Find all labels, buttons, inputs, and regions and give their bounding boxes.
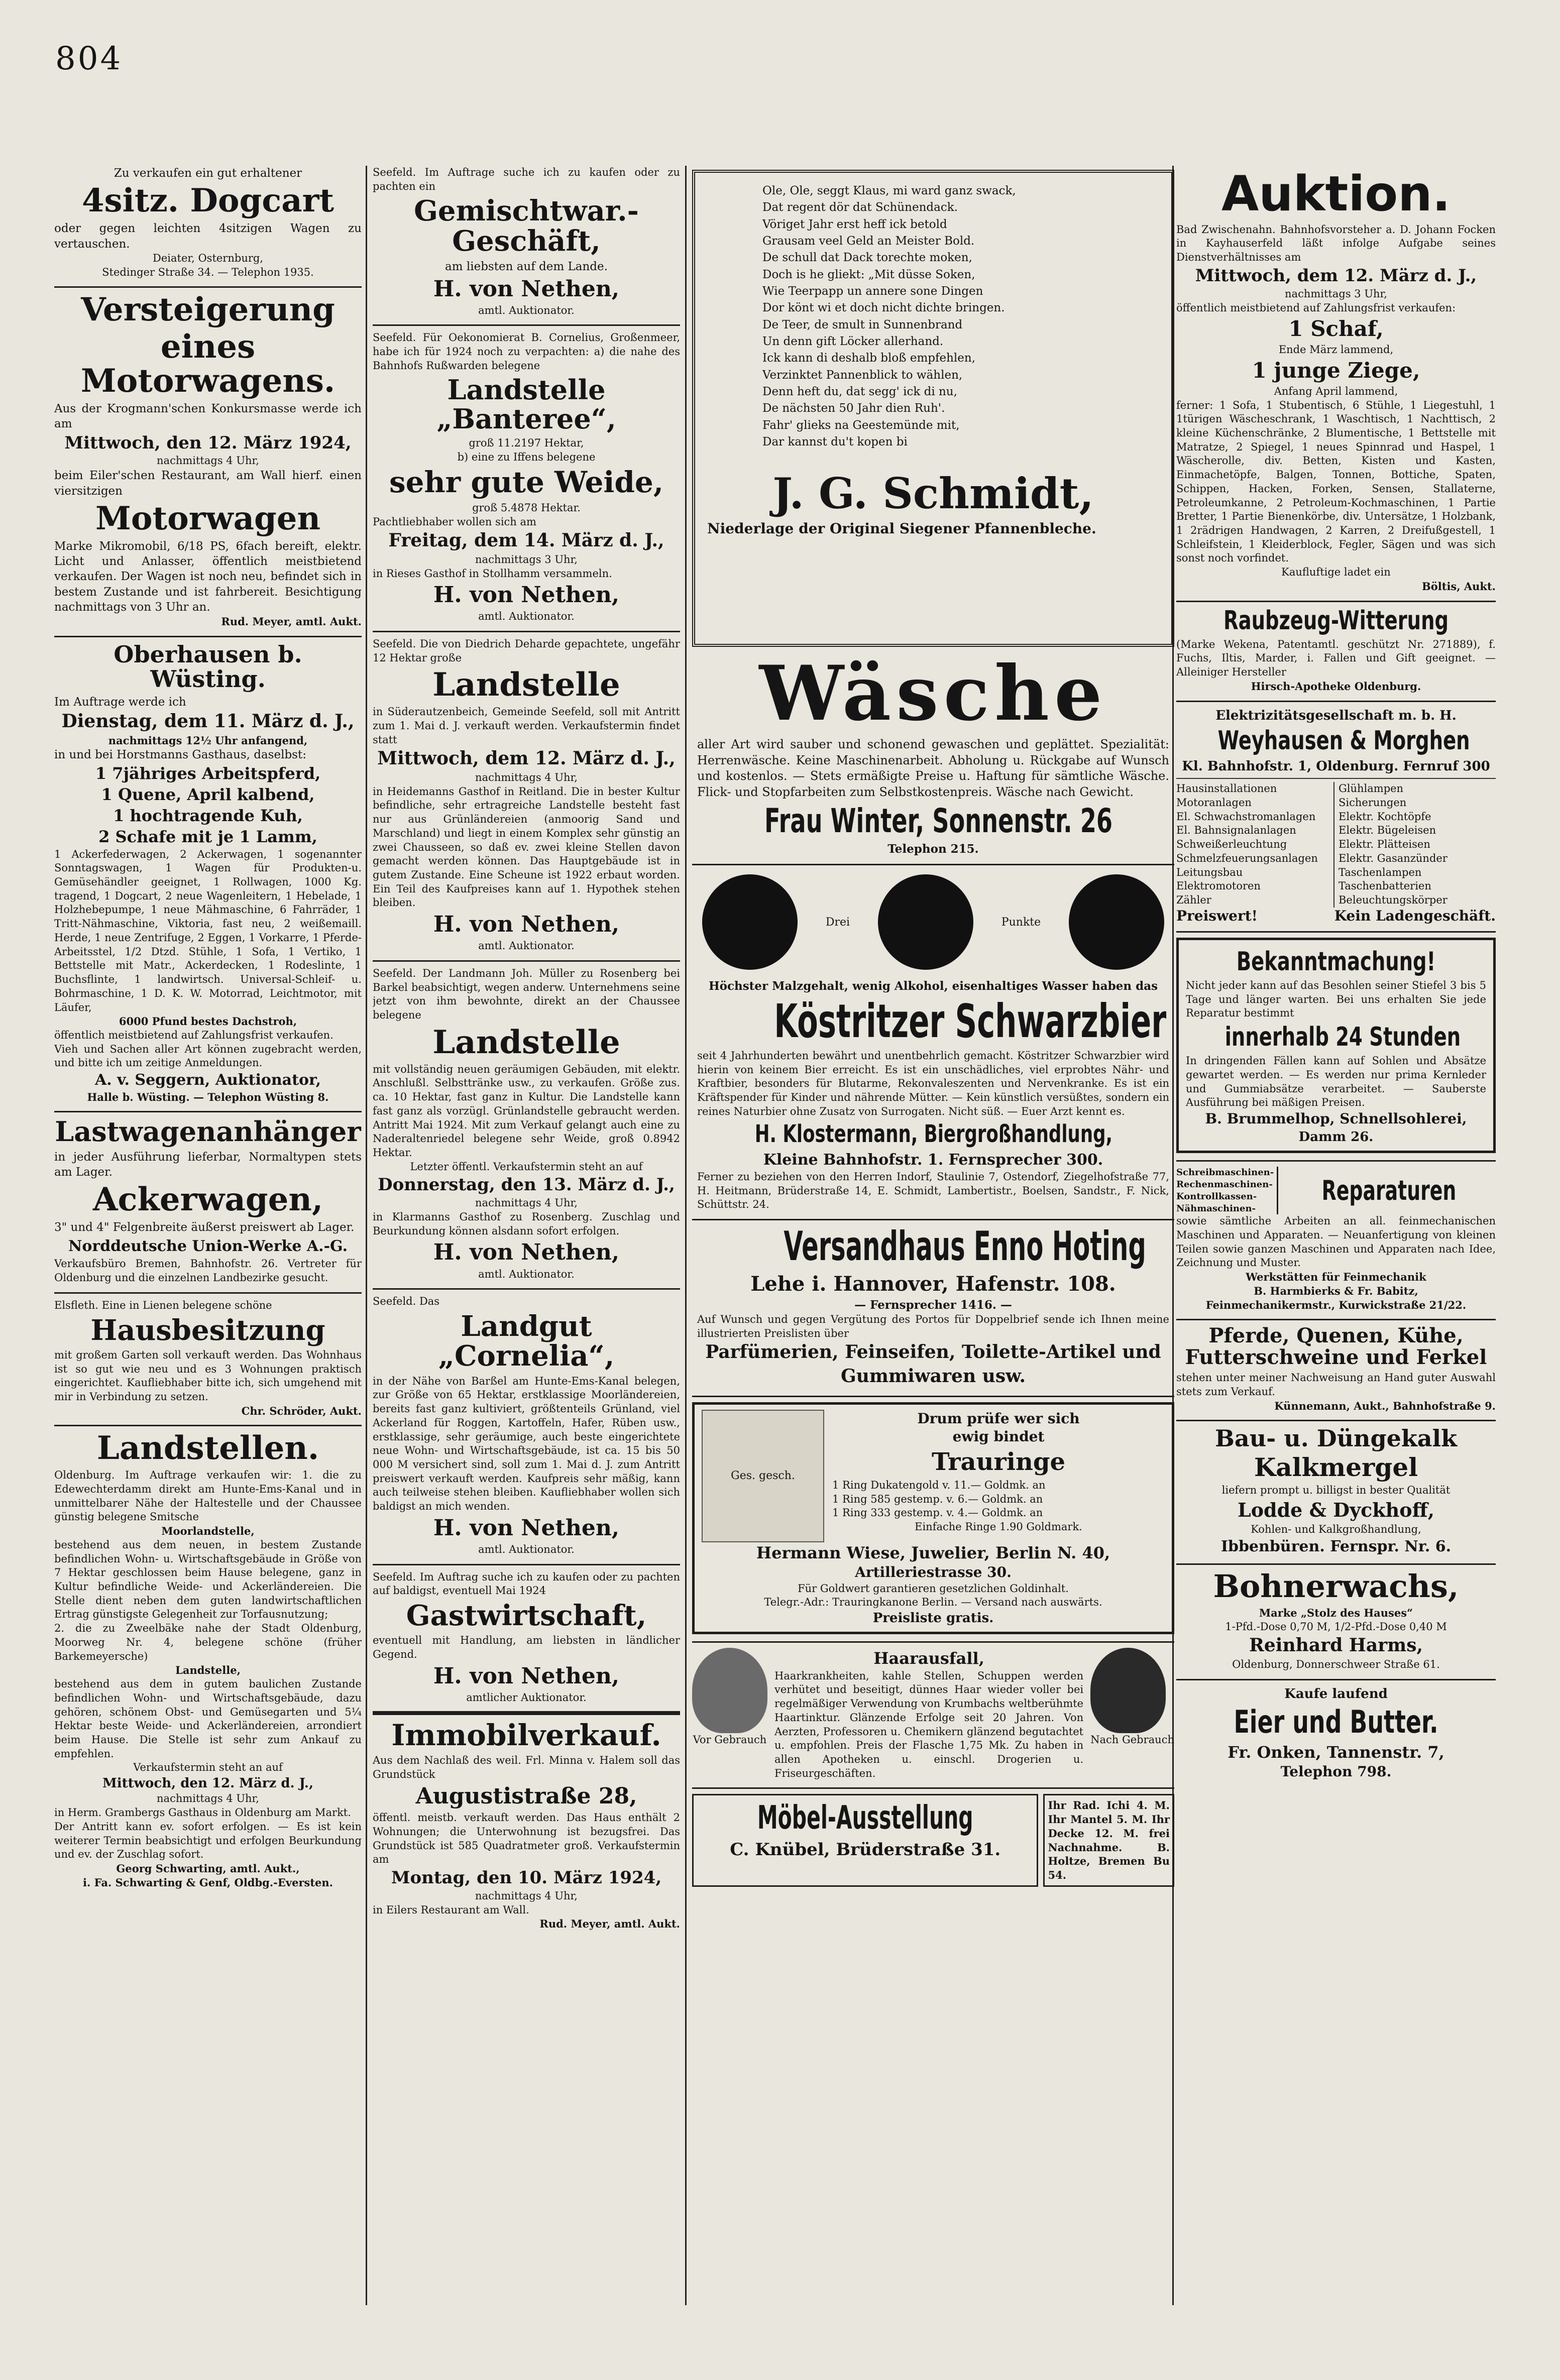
ad-title-text: Reparaturen [1321,1175,1457,1207]
poem-line: Fahr' glieks na Geestemünde mit, [762,418,960,432]
ad-text: Auf Wunsch und gegen Vergütung des Portos für Doppelbrief sende ich Ihnen meine illustrierten Preislisten über [697,1313,1169,1339]
ad-title: Kalkmergel [1254,1452,1418,1483]
dot-icon [1069,874,1164,970]
ad-name: B. Harmbierks & Fr. Babitz, [1254,1284,1418,1297]
ad-date: Dienstag, dem 11. März d. J., [61,711,355,732]
ad-title: Immobilverkauf. [391,1718,661,1752]
ad-signature: i. Fa. Schwarting & Genf, Oldbg.-Eversten. [83,1876,333,1889]
ad-signature: Chr. Schröder, Aukt. [241,1404,362,1417]
three-dots [702,874,1164,970]
ad-eier-butter [1176,1685,1496,1781]
ad-text: Seefeld. Die von Diedrich Deharde gepachtete, ungefähr 12 Hektar große [373,638,680,664]
ad-address: Lehe i. Hannover, Hafenstr. 108. [750,1272,1116,1296]
ad-landstelle-1 [373,637,680,953]
ad-text: Kohlen- und Kalkgroßhandlung, [1251,1523,1421,1535]
ad-subtitle: Niederlage der Original Siegener Pfannenbleche. [707,520,1096,537]
poem-line: Ole, Ole, seggt Klaus, mi ward ganz swack, [762,184,1016,197]
poem-line: Dar kannst du't kopen bi [762,435,908,449]
ad-text: Zu verkaufen ein gut erhaltener [114,167,302,180]
ad-address: Artilleriestrasse 30. [855,1563,1012,1580]
ad-title: J. G. Schmidt, [772,468,1094,518]
ad-signature: H. von Nethen, [433,582,620,608]
column-rule [685,166,687,2305]
ad-title [692,801,1174,840]
ad-text: 3" und 4" Felgenbreite äußerst preiswert ab Lager. [54,1221,355,1234]
ad-dogcart [54,166,362,279]
ad-title: Gastwirtschaft, [406,1599,647,1633]
ad-title: Auktion. [1221,166,1451,222]
ad-title [1176,727,1496,755]
ad-text: Schreibmaschinen-Rechenmaschinen-Kontrollkassen-Nähmaschinen- [1176,1167,1278,1214]
ad-auktion [1176,166,1496,594]
ad-signature: Halle b. Wüsting. — Telephon Wüsting 8. [87,1090,329,1103]
ad-hausbesitzung [54,1299,362,1418]
ad-name: B. Brummelhop, Schnellsohlerei, [1205,1110,1467,1127]
ad-signature: Georg Schwarting, amtl. Aukt., [116,1862,300,1875]
ad-title: Hausbesitzung [90,1313,325,1347]
list-item: El. Bahnsignalanlagen [1176,824,1296,837]
ad-address: Stedinger Straße 34. — Telephon 1935. [102,266,314,278]
ad-price-line: 1 Ring 333 gestemp. v. 4.— Goldmk. an [832,1507,1043,1519]
list-item: Schmelzfeuerungsanlagen [1176,852,1318,864]
ad-text: bestehend aus dem in gutem baulichen Zustande befindlichen Wohn- und Wirtschaftsgebäude, dazu gehören, schönem Obst- und Gemüsegarten und 5¼ Hektar beste Weide- und Ackerländereien, arrondiert beim Hause. Die Stelle ist sehr zum Ankauf zu empfehlen. [54,1678,362,1760]
ad-text: Pachtliebhaber wollen sich am [373,515,536,528]
ad-subtitle: Moorlandstelle, [161,1525,255,1538]
ad-banteree [373,331,680,624]
ad-text: 6000 Pfund bestes Dachstroh, [119,1015,297,1028]
ad-title: Gemischtwar.-Geschäft, [414,194,639,258]
list-item: Elektr. Plätteisen [1339,838,1430,851]
ad-signature: H. von Nethen, [433,1515,620,1541]
ad-text: in Klarmanns Gasthof zu Rosenberg. Zuschlag und Beurkundung können alsdann sofort erfolgen. [373,1211,680,1237]
ad-text: Seefeld. Im Auftrage suche ich zu kaufen oder zu pachten ein [373,166,680,192]
ad-text: Marke Mikromobil, 6/18 PS, 6fach bereift, elektr. Licht und Anlasser, öffentlich meistbietend verkaufen. Der Wagen ist noch neu, befindet sich in bestem Zustande und ist fahrbereit. Besichtigung nachmittags von 3 Uhr an. [54,539,362,614]
ad-text: Preisliste gratis. [872,1611,994,1626]
ad-text: Kaufluftige ladet ein [1281,566,1391,579]
column-3 [692,166,1174,2300]
column-2 [373,166,680,2300]
ad-item: 1 Quene, April kalbend, [101,784,315,804]
ad-text: in Heidemanns Gasthof in Reitland. Die in bester Kultur befindliche, sehr ertragreiche Landstelle besteht fast nur aus Grünländereien (anmoorig Sand und Marschland) und liegt in einem Komplex sehr günstig an zwei Chausseen, so daß ev. zwei kleine Stellen davon gemacht werden können. Das Hauptgebäude ist in gutem Zustande. Eine Scheune ist 1922 erbaut worden. Ein Teil des Kaufpreises kann auf 1. Hypothek stehen bleiben. [373,785,680,909]
list-item: El. Schwachstromanlagen [1176,810,1316,823]
ad-address: Fr. Onken, Tannenstr. 7, [1228,1742,1444,1762]
poem-line: Ick kann di deshalb bloß empfehlen, [762,352,976,365]
ad-title: Landstelle [432,666,620,704]
ad-title: Lastwagenanhänger [55,1115,361,1148]
ad-text: Bad Zwischenahn. Bahnhofsvorsteher a. D. Johann Focken in Kayhauserfeld läßt infolge Aufgabe seines Dienstverhältnisses am [1176,223,1496,264]
poem-line: De schull dat Dack torechte moken, [762,251,972,265]
ad-date: Montag, den 10. März 1924, [391,1868,662,1888]
ad-title [1186,948,1486,976]
ad-text: mit großem Garten soll verkauft werden. Das Wohnhaus ist so gut wie neu und es 3 Wohnungen praktisch eingerichtet. Kaufliebhaber bitte ich, sich umgehend mit mir in Verbindung zu setzen. [54,1348,362,1403]
ad-title [1186,1024,1486,1051]
ad-text: Nicht jeder kann auf das Besohlen seiner Stiefel 3 bis 5 Tage und länger warten. Bei uns erhalten Sie jede Reparatur bestimmt [1186,979,1486,1019]
ad-text: Anfang April lammend, [1274,385,1398,397]
ad-title [692,1121,1174,1147]
ad-text: seit 4 Jahrhunderten bewährt und unentbehrlich gemacht. Köstritzer Schwarzbier wird hierin von keinem Bier erreicht. Es ist ein unschädliches, viel erprobtes Nähr- und Kraftbier, besonders für Blutarme, Rekonvaleszenten und Nervenkranke. Es ist ein Kräftspender für Kinder und nährende Mütter. — Kein künstlich versüßtes, sondern ein reines Naturbier ohne Zusatz von Surrogaten. Nicht süß. — Euer Arzt kennt es. [697,1049,1169,1117]
poem-line: Dat regent dör dat Schünendack. [762,201,958,214]
ad-title: Oberhausen b. Wüsting. [114,641,302,693]
ad-oberhausen [54,642,362,1104]
ad-title-text: Bekanntmachung! [1236,946,1436,977]
ad-date: Mittwoch, den 12. März d. J., [102,1776,313,1791]
list-item: Hausinstallationen [1176,782,1277,795]
list-item: Schweißerleuchtung [1176,838,1287,851]
list-item: Elektr. Kochtöpfe [1339,810,1431,823]
ring-cannon-illustration [702,1410,824,1542]
ad-title-text: Versandhaus Enno Hoting [784,1223,1146,1270]
ad-title: Ackerwagen, [92,1181,323,1219]
ad-text: in der Nähe von Barßel am Hunte-Ems-Kanal belegen, zur Größe von 65 Hektar, erstklassige Moorländereien, bereits fast ganz kultiviert, größtenteils Grünland, viel Ackerland für Roggen, Kartoffeln, Hafer, Rüben usw., erstklassige, sehr geräumige, auch beste eingerichtete neue Wohn- und Wirtschaftsgebäude, ist ca. 15 bis 50 000 M versichert sind, soll zum 1. Mai d. J. zum Antritt preiswert verkauft werden. Kaufpreis sehr mäßig, kann auch teilweise stehen bleiben. Kaufliebhaber wollen sich baldigst an mich wenden. [373,1375,680,1513]
ad-address: Kl. Bahnhofstr. 1, Oldenburg. Fernruf 300 [1182,759,1490,774]
ad-title: Augustistraße 28, [415,1783,637,1809]
ad-title [1282,1176,1496,1205]
ad-text: in Herm. Grambergs Gasthaus in Oldenburg am Markt. [54,1806,351,1819]
ad-koestritzer [692,874,1174,1212]
ad-title: eines Motorwagens. [80,328,336,400]
ad-waesche [692,649,1174,857]
ad-item: 1 Schaf, [1288,316,1384,342]
ad-text: Seefeld. Für Oekonomierat B. Cornelius, Großenmeer, habe ich für 1924 noch zu verpachten: a) die nahe des Bahnhofs Rußwarden belegene [373,331,680,372]
ad-text: Im Auftrage werde ich [54,695,186,709]
face-before-illustration [692,1648,767,1733]
ad-text: stehen unter meiner Nachweisung an Hand guter Auswahl stets zum Verkauf. [1176,1372,1496,1398]
ad-text: sowie sämtliche Arbeiten an all. feinmechanischen Maschinen und Apparaten. — Neuanfertigung von kleinen Teilen sowie ganzen Maschinen und Apparaten nach Idee, Zeichnung und Muster. [1176,1215,1496,1269]
ad-caption: Nach Gebrauch [1090,1734,1174,1746]
ad-name: Lodde & Dyckhoff, [1237,1498,1435,1521]
ad-item: 1 junge Ziege, [1252,358,1420,383]
ad-trauringe [692,1402,1174,1635]
ad-text: Elsfleth. Eine in Lienen belegene schöne [54,1299,272,1311]
ad-title-text: Köstritzer Schwarzbier [774,994,1167,1049]
ad-landstellen [54,1431,362,1889]
ad-time: nachmittags 12½ Uhr anfangend, [108,734,308,747]
ad-versteigerung [54,293,362,629]
ad-text: b) eine zu Iffens belegene [457,450,596,463]
ad-text: Ges. gesch. [731,1469,795,1483]
poem-line: Denn heft du, dat segg' ick di nu, [762,385,957,399]
ad-phone: — Fernsprecher 1416. — [854,1298,1012,1312]
ad-kalk [1176,1426,1496,1556]
ad-text: Seefeld. Das [373,1295,440,1308]
dot-icon [878,874,973,970]
ad-gastwirtschaft [373,1570,680,1705]
ad-title: Bau- u. Düngekalk [1215,1425,1457,1452]
ad-title: Pferde, Quenen, Kühe, Futterschweine und Ferkel [1185,1324,1487,1369]
ad-text: liefern prompt u. billigst in bester Qualität [1221,1484,1451,1497]
ad-title-text: Raubzeug-Witterung [1223,605,1449,636]
ad-union-werke [54,1117,362,1285]
ad-address: Feinmechanikermstr., Kurwickstraße 21/22. [1205,1298,1467,1311]
ad-text: Aus der Krogmann'schen Konkursmasse werde ich am [54,402,362,431]
ad-title: Landstellen. [96,1429,319,1467]
poem-line: Doch is he gliekt: „Mit düsse Soken, [762,268,975,281]
ad-raubzeug [1176,607,1496,694]
list-item: Sicherungen [1339,797,1407,809]
ad-versandhaus [692,1225,1174,1388]
ad-immobilverkauf [373,1720,680,1931]
ad-text: Oldenburg. Im Auftrage verkaufen wir: 1. die zu Edewechterdamm direkt am Hunte-Ems-Kanal und in unmittelbarer Nähe der Haltestelle und der Chaussee günstig belegene Smitsche [54,1469,362,1523]
ad-moebel [692,1794,1174,1886]
ad-time: nachmittags 4 Uhr, [475,771,578,783]
ad-text: Seefeld. Der Landmann Joh. Müller zu Rosenberg bei Barkel beabsichtigt, wegen anderw. Unternehmens seine jetzt von ihm bewohnte, direkt an der Chaussee belegene [373,967,680,1022]
ad-text: Kein Ladengeschäft. [1334,907,1496,924]
ad-text: Kaufe laufend [1284,1686,1388,1702]
ad-text: Der Antritt kann ev. sofort erfolgen. — Es ist kein weiterer Termin beabsichtigt und erfolgen Beurkundung und ev. der Zuschlag sofort. [54,1820,362,1861]
ad-signature: H. von Nethen, [433,1663,620,1689]
ad-item: 1 hochtragende Kuh, [113,806,303,826]
ad-date: Freitag, dem 14. März d. J., [388,530,664,551]
ad-title: sehr gute Weide, [389,465,664,500]
ad-text: Preiswert! [1176,907,1258,924]
ad-text: in jeder Ausführung lieferbar, Normaltypen stets am Lager. [54,1150,362,1179]
ad-text: Letzter öffentl. Verkaufstermin steht an auf [410,1160,643,1173]
ad-text: Ende März lammend, [1278,343,1394,356]
ad-reparaturen [1176,1167,1496,1312]
column-1 [54,166,362,2300]
ad-text: 2. die zu Zweelbäke nahe der Stadt Oldenburg, Moorweg Nr. 4, belegene schöne (früher Barkemeyersche) [54,1622,362,1662]
ad-item: 2 Schafe mit je 1 Lamm, [98,827,317,847]
ad-text: in Süderautzenbeich, Gemeinde Seefeld, soll mit Antritt zum 1. Mai d. J. verkauft werden. Verkaufstermin findet statt [373,706,680,746]
ad-text: eventuell mit Handlung, am liebsten in ländlicher Gegend. [373,1634,680,1661]
ad-name: Deiater, Osternburg, [153,252,263,264]
ad-signature: H. von Nethen, [433,276,620,302]
ad-phone: Telephon 215. [887,842,979,856]
ad-text: 1-Pfd.-Dose 0,70 M, 1/2-Pfd.-Dose 0,40 M [1225,1620,1447,1633]
ad-title [692,994,1174,1049]
ad-signature: amtl. Auktionator. [478,1543,575,1555]
ad-address: Damm 26. [1298,1129,1374,1145]
dot-icon [702,874,798,970]
ad-title-text: Frau Winter, Sonnenstr. 26 [764,801,1112,840]
ad-title: Trauringe [931,1448,1066,1477]
ad-text: am liebsten auf dem Lande. [445,260,608,274]
ad-time: nachmittags 4 Uhr, [157,1792,259,1805]
ad-text: groß 11.2197 Hektar, [469,436,584,449]
ad-text: Verkaufstermin steht an auf [133,1761,283,1774]
ad-title [1176,1703,1496,1740]
list-item: Taschenbatterien [1339,880,1431,892]
poem-line: Verzinktet Pannenblick to wählen, [762,368,963,382]
ad-time: nachmittags 4 Uhr, [157,455,259,467]
page-number: 804 [55,40,123,77]
ad-text: öffentlich meistbietend auf Zahlungsfrist verkaufen. [54,1029,333,1041]
ad-name: C. Knübel, Brüderstraße 31. [730,1840,1001,1860]
ad-title [692,1225,1174,1268]
ad-gemischtwaren [373,166,680,317]
list-item: Leitungsbau [1176,866,1243,878]
ad-caption: Vor Gebrauch [693,1734,767,1746]
ad-title: 4sitz. Dogcart [82,182,334,220]
list-item: Elektr. Bügeleisen [1339,824,1436,837]
list-item: Motoranlagen [1176,797,1252,809]
ad-text: Marke „Stolz des Hauses“ [1259,1606,1413,1619]
ad-text: Seefeld. Im Auftrag suche ich zu kaufen oder zu pachten auf baldigst, eventuell Mai 1924 [373,1570,680,1597]
ad-title: Wäsche [759,649,1107,738]
ad-text: Telegr.-Adr.: Trauringkanone Berlin. — Versand nach auswärts. [764,1596,1102,1609]
ad-text: ferner: 1 Sofa, 1 Stubentisch, 6 Stühle, 1 Liegestuhl, 1 1türigen Wäscheschrank, 1 Waschtisch, 1 Nachttisch, 2 kleine Küchenschränke, 2 Blumentische, 1 Bettstelle mit Matratze, 2 Spiegel, 1 neues Spinnrad und Haspel, 1 Wäscherolle, div. Betten, Kisten und Kasten, Einmachetöpfe, Balgen, Tonnen, Bottiche, Spaten, Schippen, Hacken, Forken, Sensen, Stallaterne, Petroleumkanne, 2 Petroleum-Kochmaschinen, 1 Partie Bretter, 1 Partie Bienenkörbe, div. Untersätze, 1 Holzbank, 1 2rädrigen Handwagen, 2 Karren, 2 Dreifußgestell, 1 Schleifstein, 1 Kleiderblock, Fegler, Sägen und was sich sonst noch vorfindet. [1176,399,1496,564]
ad-signature: A. v. Seggern, Auktionator, [94,1071,321,1089]
ad-signature: Rud. Meyer, amtl. Aukt. [539,1917,680,1931]
ad-text: in Eilers Restaurant am Wall. [373,1903,529,1916]
ad-signature: Künnemann, Aukt., Bahnhofstraße 9. [1274,1399,1496,1412]
ad-text: Ihr Rad. Ichi 4. M. Ihr Mantel 5. M. Ihr Decke 12. M. frei Nachnahme. B. Holtze, Bremen Bu 54. [1048,1799,1170,1882]
ad-signature: H. von Nethen, [433,912,620,938]
ad-address: Oldenburg, Donnerschweer Straße 61. [1232,1658,1440,1670]
ad-title: Motorwagen [95,499,321,537]
list-item: Elektromotoren [1176,880,1261,892]
ad-weyhausen [1176,707,1496,924]
ad-title-text: Eier und Butter. [1234,1703,1438,1740]
ad-title: Norddeutsche Union-Werke A.-G. [68,1237,348,1255]
poem-line: Grausam veel Geld an Meister Bold. [762,235,975,248]
list-item: Taschenlampen [1339,866,1422,878]
ad-price-line: Einfache Ringe 1.90 Goldmark. [915,1520,1082,1533]
poem-line: Vöriget Jahr erst heff ick betold [762,217,947,231]
ad-price-line: 1 Ring 585 gestemp. v. 6.— Goldmk. an [832,1493,1043,1505]
face-after-illustration [1090,1648,1166,1733]
ad-subtitle: Landstelle, [175,1664,241,1677]
ad-text: Für Goldwert garantieren gesetzlichen Goldinhalt. [798,1582,1069,1595]
ad-text: ewig bindet [952,1428,1045,1445]
ad-price-line: 1 Ring Dukatengold v. 11.— Goldmk. an [832,1479,1046,1491]
column-rule [366,166,367,2305]
ad-time: nachmittags 3 Uhr, [1285,287,1387,300]
ad-landstelle-2 [373,967,680,1281]
ad-signature: H. von Nethen, [433,1239,620,1266]
poem-line: Dor könt wi et doch nicht dichte bringen. [762,301,1005,315]
ad-text: Vieh und Sachen aller Art können zugebracht werden, und bitte ich um zeitige Anmeldungen. [54,1043,362,1069]
ad-text: Drum prüfe wer sich [917,1410,1080,1427]
ad-text: Drei [825,916,850,929]
ad-signature: amtl. Auktionator. [478,610,575,623]
ad-title-text: Weyhausen & Morghen [1217,725,1470,756]
ad-title-text: innerhalb 24 Stunden [1224,1022,1461,1053]
ad-title: Bohnerwachs, [1213,1568,1459,1605]
list-item: Elektr. Gasanzünder [1339,852,1447,864]
list-item: Beleuchtungskörper [1339,894,1447,906]
ad-title: Haarausfall, [873,1649,984,1668]
ad-date: Mittwoch, dem 12. März d. J., [377,748,676,769]
ad-text: in und bei Horstmanns Gasthaus, daselbst: [54,748,306,762]
ad-name: Hermann Wiese, Juwelier, Berlin N. 40, [756,1543,1110,1562]
ad-text: oder gegen leichten 4sitzigen Wagen zu vertauschen. [54,222,362,251]
ad-bekanntmachung [1176,938,1496,1154]
ad-items: Parfümerien, Feinseifen, Toilette-Artikel und Gummiwaren usw. [705,1341,1161,1387]
column-4 [1176,166,1496,2300]
ad-item: 1 7jähriges Arbeitspferd, [95,763,321,783]
product-lists [1176,782,1496,907]
ad-haarausfall [692,1648,1174,1780]
ad-text: Elektrizitätsgesellschaft m. b. H. [1215,708,1457,723]
poem-line: Wie Teerpapp un annere sone Dingen [762,285,983,298]
ad-signature: amtl. Auktionator. [478,940,575,952]
list-item: Zähler [1176,894,1211,906]
ad-signature: Rud. Meyer, amtl. Aukt. [221,615,362,628]
ad-text: In dringenden Fällen kann auf Sohlen und Absätze gewartet werden. — Es werden nur prima Kernleder und Gummiabsätze verarbeitet. — Sauberste Ausführung bei mäßigen Preisen. [1186,1055,1486,1109]
poem-line: De Teer, de smult in Sunnenbrand [762,318,963,331]
poem-line: Un denn gift Löcker allerhand. [762,335,944,349]
ad-text: Aus dem Nachlaß des weil. Frl. Minna v. Halem soll das Grundstück [373,1754,680,1780]
ad-text: Höchster Malzgehalt, wenig Alkohol, eisenhaltiges Wasser haben das [708,979,1158,993]
ad-date: Donnerstag, den 13. März d. J., [378,1175,675,1195]
ad-text: aller Art wird sauber und schonend gewaschen und geplättet. Spezialität: Herrenwäsche. Keine Maschinenarbeit. Abholung u. Rückgabe auf Wunsch und kostenlos. — Stets ermäßigte Preise u. Haftung für sämtliche Wäsche. Flick- und Stopfarbeiten zum Selbstkostenpreis. Wäsche nach Gewicht. [697,737,1169,800]
ad-title [1176,607,1496,635]
ad-text: Haarkrankheiten, kahle Stellen, Schuppen werden verhütet und beseitigt, dünnes Haar wieder voller bei regelmäßiger Verwendung von Krumbachs weltberühmte Haartinktur. Glänzende Erfolge seit 20 Jahren. Von Aerzten, Professoren u. Chemikern glänzend begutachtet u. empfohlen. Preis der Flasche 1,75 Mk. Zu haben in allen Apotheken u. einschl. Drogerien u. Friseurgeschäften. [774,1669,1084,1779]
ad-name: Reinhard Harms, [1249,1635,1423,1656]
ad-text: öffentl. meistb. verkauft werden. Das Haus enthält 2 Wohnungen; die Unterwohnung ist bezugsfrei. Das Grundstück ist 585 Quadratmeter groß. Verkaufstermin am [373,1811,680,1866]
ad-date: Mittwoch, den 12. März 1924, [64,432,352,453]
ad-time: nachmittags 3 Uhr, [475,553,578,565]
ad-title: Landgut „Cornelia“, [438,1309,615,1373]
ad-landgut-cornelia [373,1295,680,1556]
ad-title [697,1801,1034,1836]
list-item: Glühlampen [1339,782,1404,795]
ad-signature: amtl. Auktionator. [478,304,575,316]
ad-title: Landstelle „Banteree“, [436,374,616,435]
ad-text: bestehend aus dem neuen, in bestem Zustande befindlichen Wohn- u. Wirtschaftsgebäude in Größe von 7 Hektar geschlossen beim Hause belegene, ganz in Kultur befindliche Weide- und Ackerländereien. Die Stelle dient neben dem guten landwirtschaftlichen Ertrag günstigste Gelegenheit zur Torfausnutzung; [54,1538,362,1621]
ad-date: Mittwoch, dem 12. März d. J., [1195,265,1477,286]
ad-signature: amtlicher Auktionator. [466,1691,587,1704]
ad-bohnerwachs [1176,1570,1496,1671]
ad-pferde [1176,1325,1496,1413]
ad-text: groß 5.4878 Hektar. [472,501,581,514]
ad-address: Kleine Bahnhofstr. 1. Fernsprecher 300. [763,1151,1103,1169]
ad-time: nachmittags 4 Uhr, [475,1197,578,1209]
ad-text: Punkte [1001,916,1041,929]
ad-text: Verkaufsbüro Bremen, Bahnhofstr. 26. Vertreter für Oldenburg und die einzelnen Landbezirke gesucht. [54,1258,362,1284]
ad-title-text: H. Klostermann, Biergroßhandlung, [754,1120,1113,1149]
ad-title-text: Möbel-Ausstellung [757,1799,973,1837]
ad-signature: amtl. Auktionator. [478,1268,575,1280]
ad-text: 1 Ackerfederwagen, 2 Ackerwagen, 1 sogenannter Sonntagswagen, 1 Wagen für Produkten-u. Gemüsehändler geeignet, 1 Rollwagen, 1000 Kg. tragend, 1 Dogcart, 2 neue Wagenleitern, 1 Hebelade, 1 Holzhebepumpe, 1 neue Mähmaschine, 6 Fahrräder, 1 Tritt-Nähmaschine, Viktoria, fast neu, 2 weißemaill. Herde, 1 neue Zentrifuge, 2 Eggen, 1 Vorkarre, 1 Pferde-Arbeitsstel, 1/2 Dtzd. Stühle, 1 Sofa, 1 Vertiko, 1 Bettstelle mit Matr., Ackerdecken, 1 Rodeslinte, 1 Buchsflinte, 1 landwirtsch. Universal-Schleif- u. Bohrmaschine, 1 D. K. W. Motorrad, Leichtmotor, mit Läufer, [54,848,362,1013]
ad-time: nachmittags 4 Uhr, [475,1889,578,1902]
ad-text: Werkstätten für Feinmechanik [1246,1271,1426,1284]
ad-title: Landstelle [432,1023,620,1061]
ad-text: mit vollständig neuen geräumigen Gebäuden, mit elektr. Anschlußl. Selbsttränke usw., zu verkaufen. Größe zus. ca. 10 Hektar, fast ganz in Kultur. Die Landstelle kann fast ganz als vorzügl. Grünlandstelle gebraucht werden. Antritt Mai 1924. Mit zum Verkauf gelangt auch eine zu Naderaltenriedel belegene sehr Weide, groß 0.8942 Hektar. [373,1063,680,1159]
ad-text: in Rieses Gasthof in Stollhamm versammeln. [373,567,612,580]
ad-address: Ibbenbüren. Fernspr. Nr. 6. [1220,1537,1452,1555]
ad-pfannenbleche [692,170,1174,647]
poem-line: De nächsten 50 Jahr dien Ruh'. [762,402,945,415]
ad-signature: Hirsch-Apotheke Oldenburg. [1251,679,1421,693]
ad-phone: Telephon 798. [1280,1763,1392,1780]
ad-signature: Böltis, Aukt. [1422,580,1496,593]
ad-text: beim Eiler'schen Restaurant, am Wall hierf. einen viersitzigen [54,469,362,498]
ad-title: Versteigerung [81,291,335,329]
ad-text: Ferner zu beziehen von den Herren Indorf, Staulinie 7, Ostendorf, Ziegelhofstraße 77, H. Heitmann, Brüderstraße 14, E. Schmidt, Lambertistr., Boelsen, Sandstr., F. Nick, Schüttstr. 24. [697,1170,1169,1211]
ad-text: öffentlich meistbietend auf Zahlungsfrist verkaufen: [1176,301,1456,314]
ad-text: (Marke Wekena, Patentamtl. geschützt Nr. 271889), f. Fuchs, Iltis, Marder, i. Fallen und Gift geeignet. — Alleiniger Hersteller [1176,638,1496,678]
